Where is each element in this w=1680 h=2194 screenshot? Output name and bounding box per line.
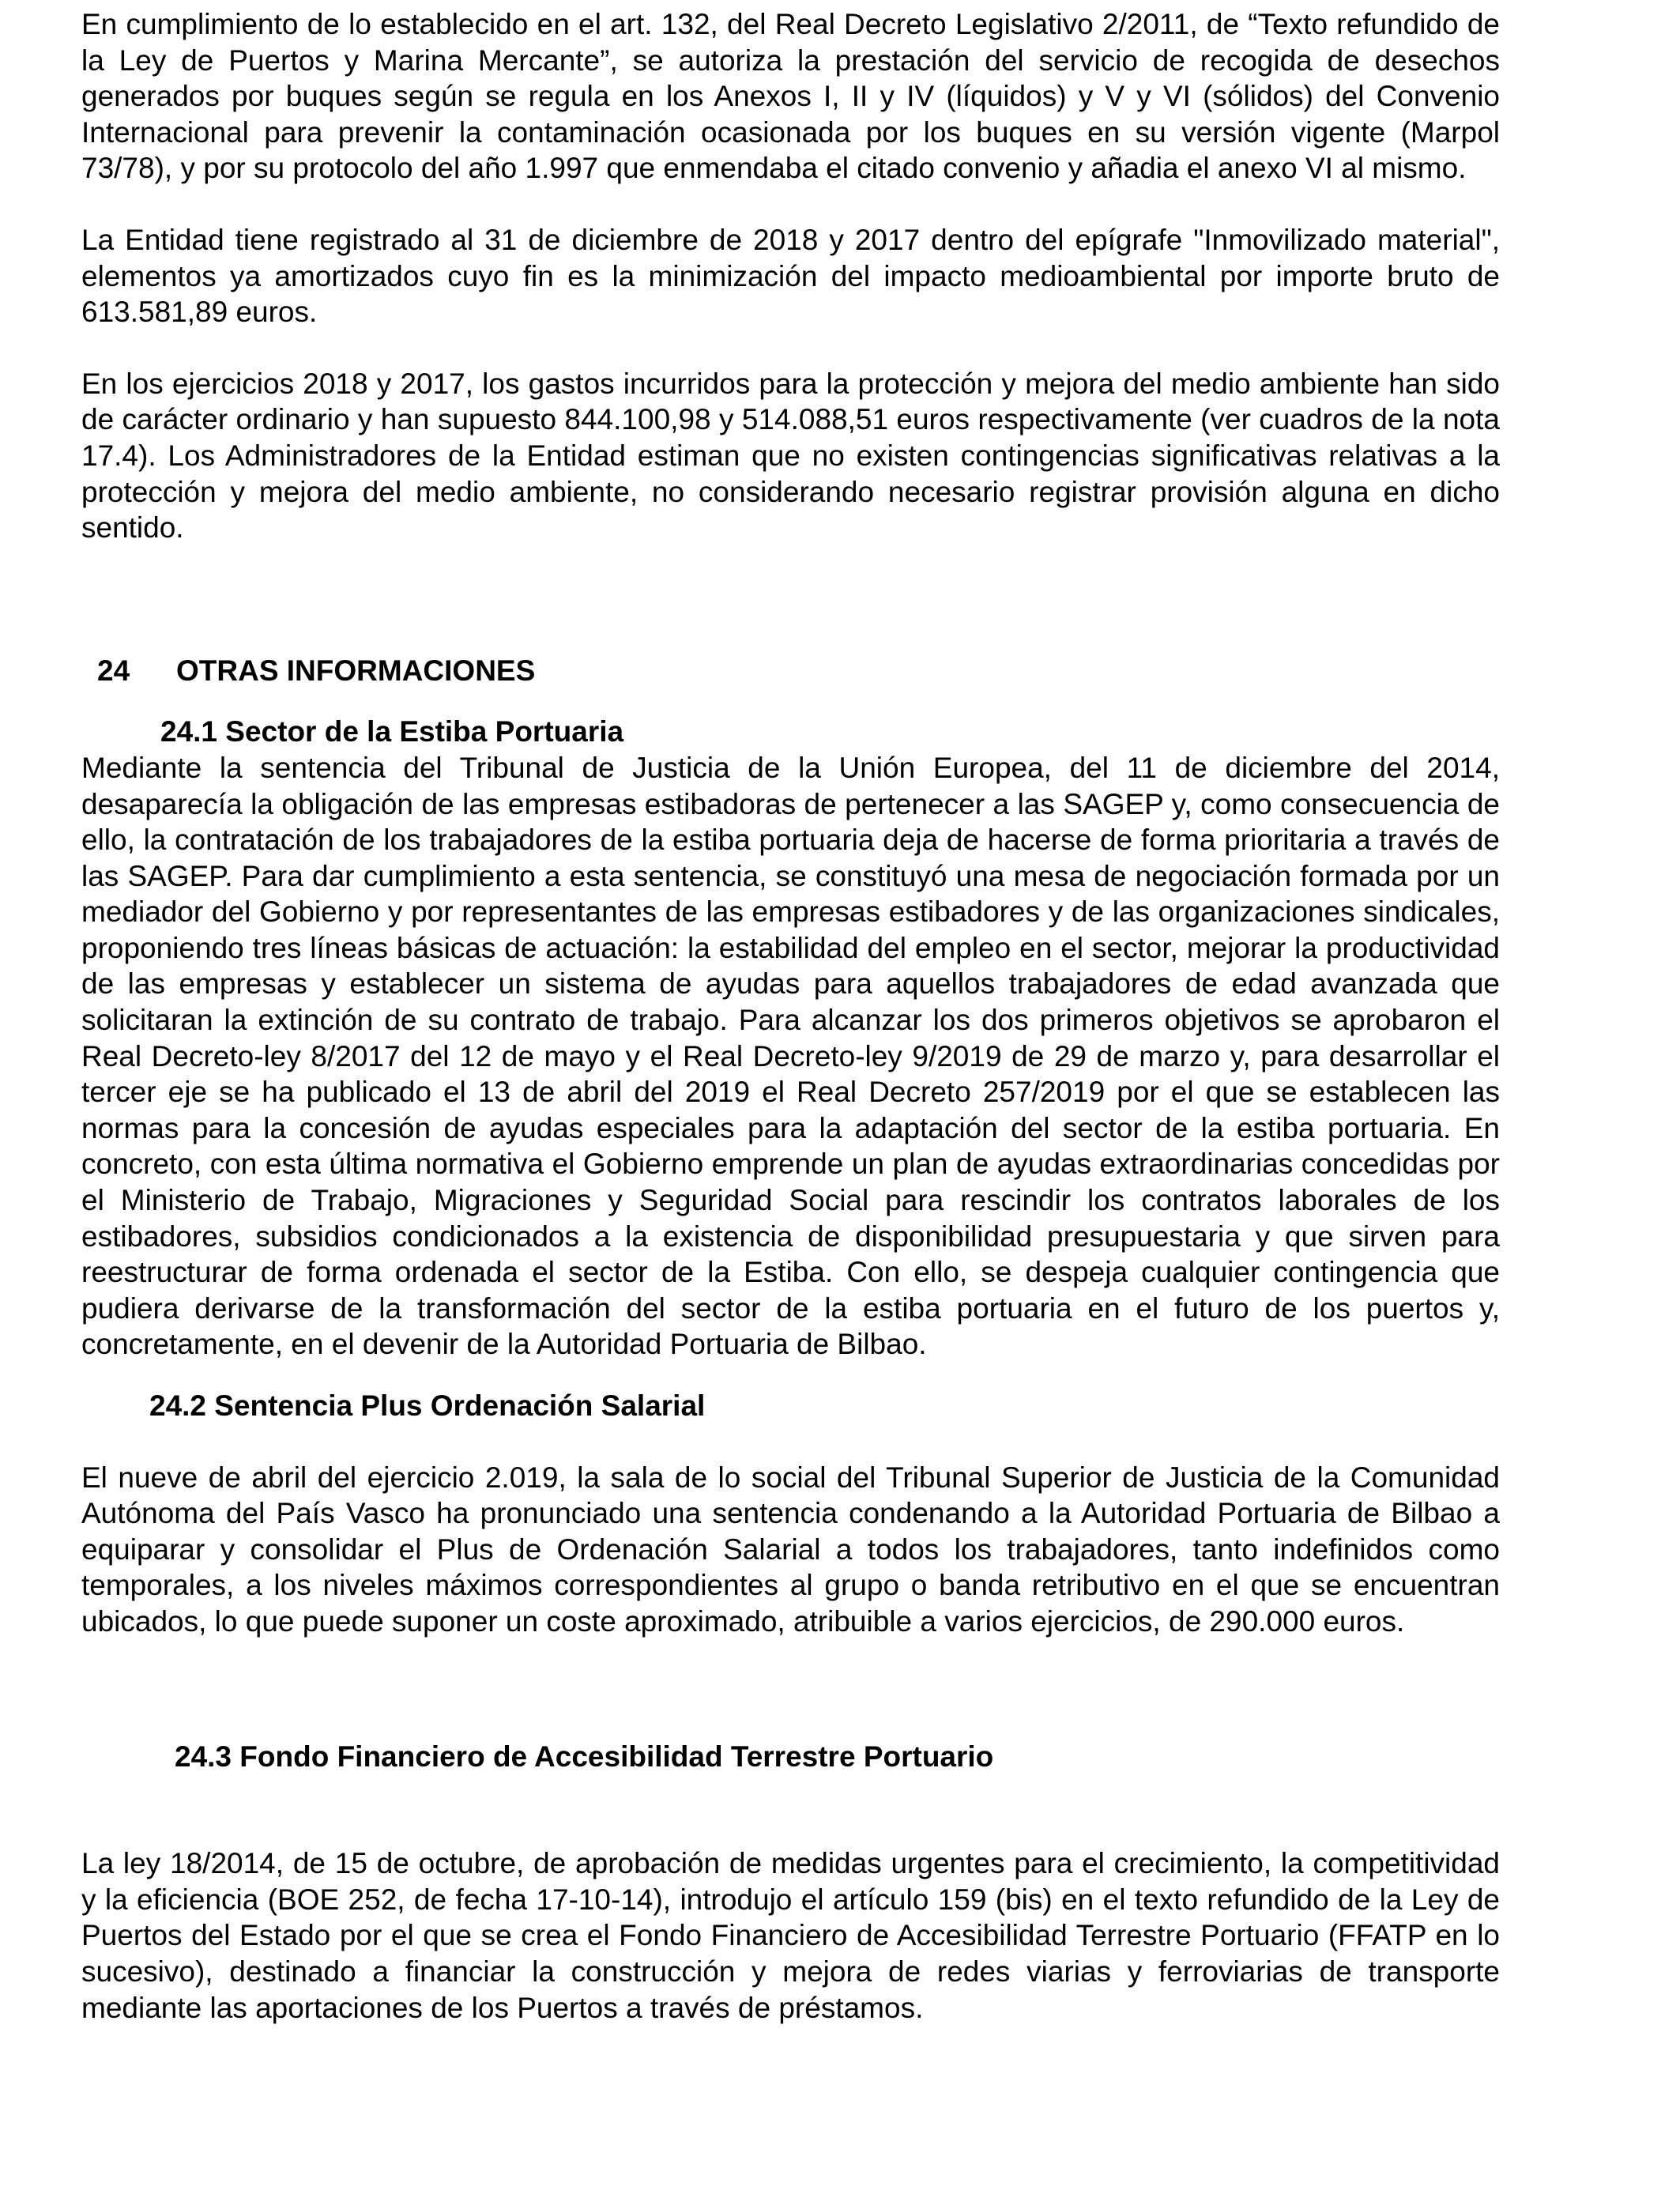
subsection-24-3-heading: 24.3 Fondo Financiero de Accesibilidad Terrestre Portuario: [175, 1740, 994, 1773]
subsection-24-1-body: Mediante la sentencia del Tribunal de Justicia de la Unión Europea, del 11 de diciembre del 2014, desaparecía la obligación de las empresas estibadoras de pertenecer a las SAGEP y, como consecuencia de ello, la contratación de los trabajadores de la estiba portuaria deja de hacerse de forma prioritaria a través de las SAGEP. Para dar cumplimiento a esta sentencia, se constituyó una mesa de negociación formada por un mediador del Gobierno y por representantes de las empresas estibadores y de las organizaciones sindicales, proponiendo tres líneas básicas de actuación: la estabilidad del empleo en el sector, mejorar la productividad de las empresas y establecer un sistema de ayudas para aquellos trabajadores de edad avanzada que solicitaran la extinción de su contrato de trabajo. Para alcanzar los dos primeros objetivos se aprobaron el Real Decreto-ley 8/2017 del 12 de mayo y el Real Decreto-ley 9/2019 de 29 de marzo y, para desarrollar el tercer eje se ha publicado el 13 de abril del 2019 el Real Decreto 257/2019 por el que se establecen las normas para la concesión de ayudas especiales para la adaptación del sector de la estiba portuaria. En concreto, con esta última normativa el Gobierno emprende un plan de ayudas extraordinarias concedidas por el Ministerio de Trabajo, Migraciones y Seguridad Social para rescindir los contratos laborales de los estibadores, subsidios condicionados a la existencia de disponibilidad presupuestaria y que sirven para reestructurar de forma ordenada el sector de la Estiba. Con ello, se despeja cualquier contingencia que pudiera derivarse de la transformación del sector de la estiba portuaria en el futuro de los puertos y, concretamente, en el devenir de la Autoridad Portuaria de Bilbao.: [81, 751, 1500, 1361]
section-number: 24: [97, 654, 130, 687]
document-page: [81, 6, 1500, 2026]
subsection-24-2-body: El nueve de abril del ejercicio 2.019, la sala de lo social del Tribunal Superior de Justicia de la Comunidad Autónoma del País Vasco ha pronunciado una sentencia condenando a la Autoridad Portuaria de Bilbao a equiparar y consolidar el Plus de Ordenación Salarial a todos los trabajadores, tanto indefinidos como temporales, a los niveles máximos correspondientes al grupo o banda retributivo en el que se encuentran ubicados, lo que puede suponer un coste aproximado, atribuible a varios ejercicios, de 290.000 euros.: [81, 1461, 1500, 1638]
subsection-24-2-heading: 24.2 Sentencia Plus Ordenación Salarial: [149, 1389, 706, 1422]
paragraph-gastos-medioambiente: En los ejercicios 2018 y 2017, los gastos incurridos para la protección y mejora del medio ambiente han sido de carácter ordinario y han supuesto 844.100,98 y 514.088,51 euros respectivamente (ver cuadros de la nota 17.4). Los Administradores de la Entidad estiman que no existen contingencias significativas relativas a la protección y mejora del medio ambiente, no considerando necesario registrar provisión alguna en dicho sentido.: [81, 367, 1500, 545]
section-24-heading: [81, 653, 1500, 689]
subsection-24-3-body: La ley 18/2014, de 15 de octubre, de aprobación de medidas urgentes para el crecimiento, la competitividad y la eficiencia (BOE 252, de fecha 17-10-14), introdujo el artículo 159 (bis) en el texto refundido de la Ley de Puertos del Estado por el que se crea el Fondo Financiero de Accesibilidad Terrestre Portuario (FFATP en lo sucesivo), destinado a financiar la construcción y mejora de redes viarias y ferroviarias de transporte mediante las aportaciones de los Puertos a través de préstamos.: [81, 1847, 1500, 2024]
paragraph-inmovilizado: La Entidad tiene registrado al 31 de diciembre de 2018 y 2017 dentro del epígrafe "Inmovilizado material", elementos ya amortizados cuyo fin es la minimización del impacto medioambiental por importe bruto de 613.581,89 euros.: [81, 223, 1500, 329]
section-title: OTRAS INFORMACIONES: [176, 654, 536, 687]
paragraph-marpol: En cumplimiento de lo establecido en el art. 132, del Real Decreto Legislativo 2/2011, de “Texto refundido de la Ley de Puertos y Marina Mercante”, se autoriza la prestación del servicio de recogida de desechos generados por buques según se regula en los Anexos I, II y IV (líquidos) y V y VI (sólidos) del Convenio Internacional para prevenir la contaminación ocasionada por los buques en su versión vigente (Marpol 73/78), y por su protocolo del año 1.997 que enmendaba el citado convenio y añadia el anexo VI al mismo.: [81, 8, 1500, 185]
subsection-24-1-heading: 24.1 Sector de la Estiba Portuaria: [160, 715, 624, 748]
